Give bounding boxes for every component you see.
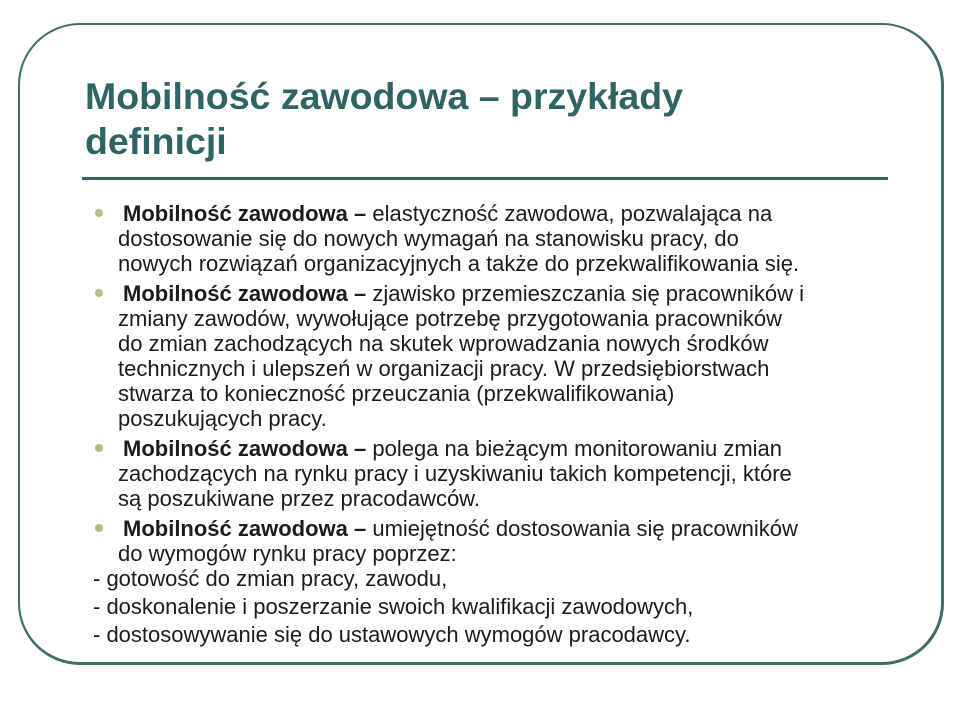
- bullet-item-definition-1: [93, 201, 810, 276]
- bullet-body-text: umiejętność dostosowania się pracowników do wymogów rynku pracy poprzez:: [118, 516, 798, 566]
- bullet-body-text: polega na bieżącym monitorowaniu zmian zachodzących na rynku pracy i uzyskiwaniu takich kompetencji, które są poszukiwane przez pracodawców.: [118, 436, 792, 511]
- bullet-list: [93, 201, 810, 566]
- sub-item-list: [93, 566, 810, 647]
- bullet-dot-icon: [95, 289, 103, 297]
- bullet-dot-icon: [95, 444, 103, 452]
- bullet-body-text: elastyczność zawodowa, pozwalająca na dostosowanie się do nowych wymagań na stanowisku pracy, do nowych rozwiązań organizacyjnych a także do przekwalifikowania się.: [118, 201, 800, 276]
- bullet-lead-text: Mobilność zawodowa –: [123, 201, 367, 226]
- bullet-item-definition-2: [93, 281, 810, 431]
- slide-title: Mobilność zawodowa – przykłady definicji: [85, 75, 684, 162]
- bullet-body-text: zjawisko przemieszczania się pracowników i zmiany zawodów, wywołujące potrzebę przygotowania pracowników do zmian zachodzących na skutek wprowadzania nowych środków technicznych i ulepszeń w organizacji pracy. W przedsiębiorstwach stwarza to konieczność przeuczania (przekwalifikowania) poszukujących pracy.: [118, 281, 804, 431]
- bullet-item-definition-3: [93, 436, 810, 511]
- sub-item-1: - gotowość do zmian pracy, zawodu,: [93, 566, 448, 591]
- bullet-lead-text: Mobilność zawodowa –: [123, 281, 367, 306]
- sub-item-3: - dostosowywanie się do ustawowych wymogów pracodawcy.: [93, 622, 691, 647]
- sub-item-2: - doskonalenie i poszerzanie swoich kwalifikacji zawodowych,: [93, 594, 694, 619]
- bullet-dot-icon: [95, 524, 103, 532]
- bullet-lead-text: Mobilność zawodowa –: [123, 516, 367, 541]
- title-underline-rule: [82, 177, 888, 180]
- bullet-dot-icon: [95, 209, 103, 217]
- slide-body: [93, 201, 810, 647]
- bullet-item-definition-4: [93, 516, 810, 566]
- bullet-lead-text: Mobilność zawodowa –: [123, 436, 367, 461]
